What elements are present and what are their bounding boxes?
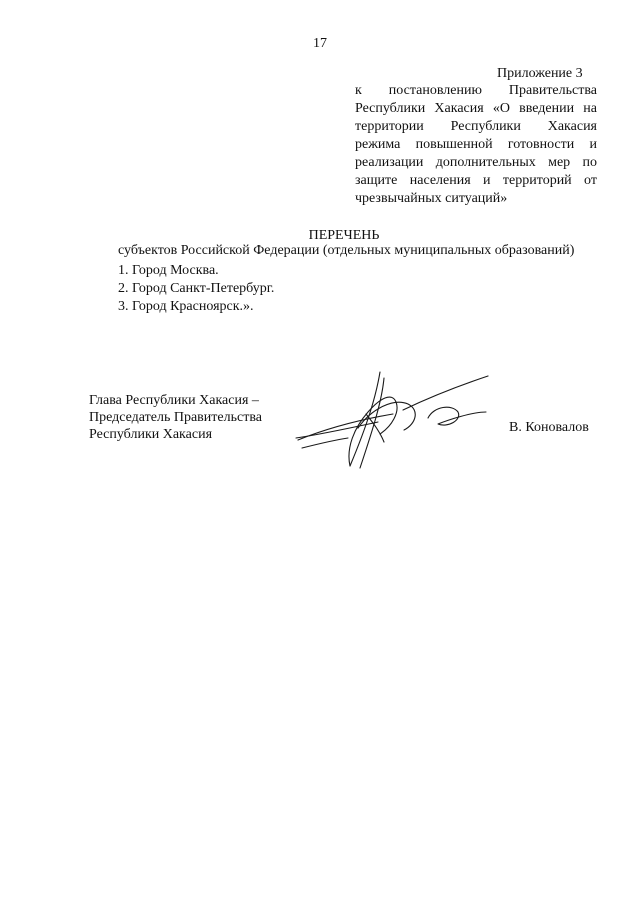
appendix-label: Приложение 3 <box>497 66 583 81</box>
signer-name: В. Коновалов <box>509 420 589 435</box>
appendix-line: к постановлению Правительства <box>355 83 597 98</box>
page-number: 17 <box>313 36 327 51</box>
appendix-line: территории Республики Хакасия <box>355 119 597 134</box>
appendix-text <box>355 82 597 208</box>
handwritten-signature <box>288 368 498 478</box>
region-list <box>118 262 274 316</box>
appendix-line: защите населения и территорий от <box>355 173 597 188</box>
signer-position-line: Глава Республики Хакасия – <box>89 393 259 408</box>
signer-position-line: Председатель Правительства <box>89 410 262 425</box>
list-item: 1. Город Москва. <box>118 263 219 278</box>
appendix-line: режима повышенной готовности и <box>355 137 597 152</box>
list-title: ПЕРЕЧЕНЬ <box>308 228 380 243</box>
signer-position <box>89 392 262 443</box>
appendix-line: чрезвычайных ситуаций» <box>355 191 508 206</box>
list-item: 3. Город Красноярск.». <box>118 299 254 314</box>
list-subtitle: субъектов Российской Федерации (отдельных муниципальных образований) <box>118 243 575 258</box>
signer-position-line: Республики Хакасия <box>89 427 213 442</box>
list-item: 2. Город Санкт-Петербург. <box>118 281 275 296</box>
appendix-line: Республики Хакасия «О введении на <box>355 101 597 116</box>
appendix-line: реализации дополнительных мер по <box>355 155 597 170</box>
